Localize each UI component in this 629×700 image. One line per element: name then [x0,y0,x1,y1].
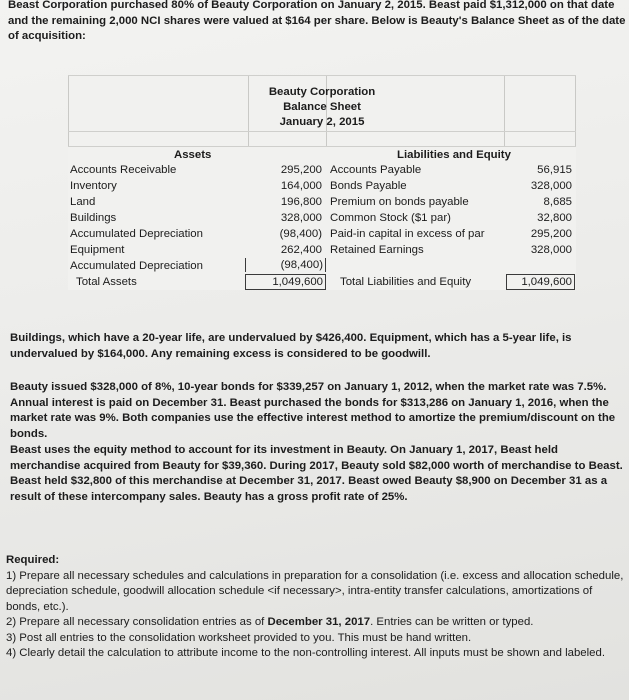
liabilities-header: Liabilities and Equity [397,149,511,161]
bonds-paragraph: Beauty issued $328,000 of 8%, 10-year bonds for $339,257 on January 1, 2012, when the market rate was 7.5%. Annual interest is paid on December 31. Beast purchased the bonds for $313,286 on January 1, 2016, when the market rate was 9%. Both companies use the effective interest method to amortize the premium/discount on the bonds. [10,381,616,440]
required-item-2-date: December 31, 2017 [267,616,371,628]
asset-value: 196,800 [280,196,322,208]
liability-value: 328,000 [530,180,572,192]
total-liabilities-label: Total Liabilities and Equity [340,276,472,288]
grid-line [68,146,576,147]
required-item-2-post: . Entries can be written or typed. [370,616,534,628]
asset-label: Buildings [70,212,117,224]
statement-title: Balance Sheet [283,101,361,113]
total-liabilities-value: 1,049,600 [521,276,572,288]
grid-line [68,75,576,76]
equity-method-paragraph: Beast uses the equity method to account for its investment in Beauty. On January 1, 2017, Beast held merchandise acquired from Beauty for $39,360. During 2017, Beauty sold $82,000 worth of merchandise to Beast. Beast held $32,800 of this merchandise at December 31, 2017. Beast owed Beauty $8,900 on December 31 as a result of these intercompany sales. Beauty has a gross profit rate of 25%. [10,444,623,503]
liability-value: 328,000 [530,244,572,256]
required-item-4: 4) Clearly detail the calculation to attribute income to the non-controlling interest. All inputs must be shown and labeled. [6,647,605,659]
asset-value: 262,400 [280,244,322,256]
grid-line [68,131,576,132]
liability-value: 32,800 [537,212,572,224]
total-assets-label: Total Assets [76,276,137,288]
liability-label: Bonds Payable [330,180,407,192]
asset-label: Equipment [70,244,125,256]
total-assets-box [245,274,326,290]
total-assets-value: 1,049,600 [272,276,323,288]
asset-value: (98,400) [280,259,323,271]
asset-label: Land [70,196,96,208]
required-item-2-pre: 2) Prepare all necessary consolidation entries as of [6,616,268,628]
asset-label: Inventory [70,180,117,192]
intro-paragraph: Beast Corporation purchased 80% of Beauty Corporation on January 2, 2015. Beast paid $1,312,000 on that date and the remaining 2,000 NCI shares were valued at $164 per share. Below is Beauty's Balance Sheet as of the date of acquisition: [8,0,626,42]
required-section [6,553,626,662]
asset-label: Accumulated Depreciation [70,228,203,240]
liability-value: 56,915 [537,164,572,176]
boxed-value [245,258,326,272]
asset-value: 328,000 [280,212,322,224]
company-name: Beauty Corporation [268,86,376,98]
asset-value: (98,400) [279,228,322,240]
asset-label: Accounts Receivable [70,164,177,176]
liability-label: Premium on bonds payable [330,196,469,208]
assets-header: Assets [174,149,212,161]
required-title: Required: [6,554,60,566]
balance-sheet-table [68,75,576,290]
statement-date: January 2, 2015 [279,116,365,128]
required-item-3: 3) Post all entries to the consolidation worksheet provided to you. This must be hand written. [6,631,472,644]
asset-value: 164,000 [280,180,322,192]
liability-label: Paid-in capital in excess of par [330,228,485,240]
liability-label: Accounts Payable [330,164,422,176]
liability-label: Retained Earnings [330,244,424,256]
buildings-paragraph: Buildings, which have a 20-year life, are undervalued by $426,400. Equipment, which has a 5-year life, is undervalued by $164,000. Any remaining excess is considered to be goodwill. [10,332,572,360]
required-item-1: 1) Prepare all necessary schedules and calculations in preparation for a consolidation (i.e. excess and allocation schedule, depreciation schedule, goodwill allocation schedule <if necessary>, intra-entity transfer calculations, amortizations of bonds, etc.). [6,569,624,613]
total-liabilities-box [506,274,575,290]
asset-label: Accumulated Depreciation [70,260,203,272]
required-item-2 [6,615,626,631]
liability-value: 295,200 [530,228,572,240]
liability-value: 8,685 [543,196,572,208]
liability-label: Common Stock ($1 par) [330,212,451,224]
asset-value: 295,200 [280,164,322,176]
